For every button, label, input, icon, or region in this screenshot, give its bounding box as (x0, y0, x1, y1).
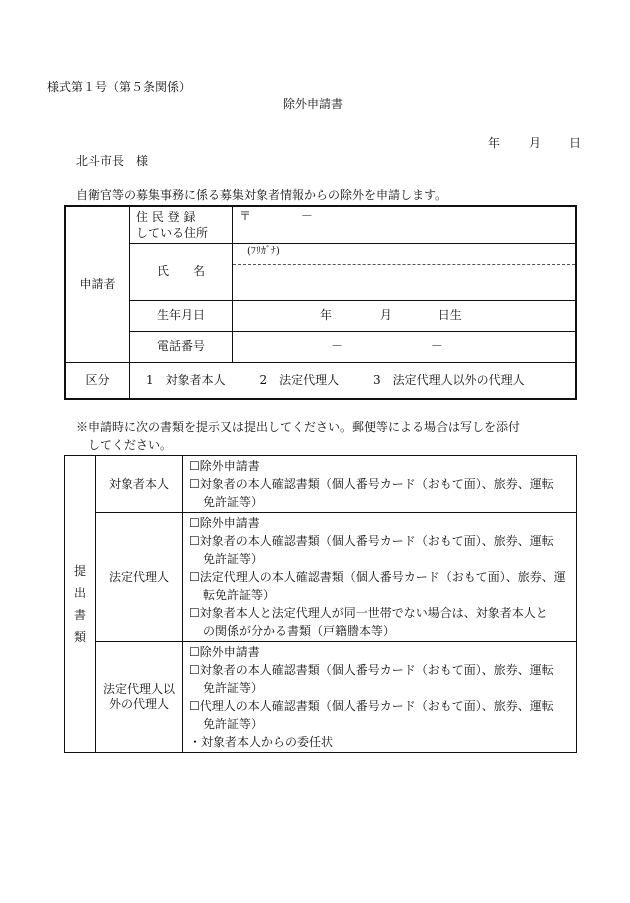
phone-dash-2: － (430, 339, 443, 353)
documents-heading (65, 456, 96, 753)
group-items-other-rep (183, 642, 577, 753)
doc-item: ☐除外申請書 (189, 516, 260, 530)
name-field[interactable] (233, 243, 577, 300)
group-items-legal-rep (183, 513, 577, 642)
furigana-row (233, 244, 575, 265)
doc-item: ☐対象者の本人確認書類（個人番号カード（おもて面）、旅券、運転 (189, 534, 554, 548)
furigana-label: (ﾌﾘｶﾞﾅ) (247, 245, 280, 257)
intro-text: 自衛官等の募集事務に係る募集対象者情報からの除外を申請します。 (76, 188, 448, 202)
applicant-label: 申請者 (65, 206, 130, 362)
name-label: 氏 名 (130, 243, 233, 300)
dob-year-label: 年 (320, 308, 333, 322)
form-number: 様式第１号（第５条関係） (47, 80, 192, 94)
doc-item: ☐対象者の本人確認書類（個人番号カード（おもて面）、旅券、運転 (189, 663, 554, 677)
address-label (130, 206, 233, 243)
address-field[interactable] (233, 206, 577, 243)
doc-item: ☐除外申請書 (189, 645, 260, 659)
documents-table (64, 455, 577, 753)
category-option-legal-rep[interactable]: 2 法定代理人 (259, 372, 340, 387)
doc-item-continuation: 免許証等） (203, 717, 264, 731)
notice-line-2: してください。 (88, 438, 173, 452)
doc-item-continuation: 免許証等） (203, 495, 264, 509)
date-year-label: 年 (488, 136, 501, 150)
documents-heading-char: 類 (73, 630, 86, 644)
group-label-self: 対象者本人 (96, 456, 183, 513)
doc-item-continuation: の関係が分かる書類（戸籍謄本等） (203, 624, 396, 638)
category-options (130, 362, 577, 399)
group-label-other-rep (96, 642, 183, 753)
category-option-other-rep[interactable]: 3 法定代理人以外の代理人 (372, 372, 525, 387)
category-option-self[interactable]: 1 対象者本人 (146, 372, 226, 387)
doc-item: ☐法定代理人の本人確認書類（個人番号カード（おもて面）、旅券、運 (189, 570, 566, 584)
group-label-legal-rep: 法定代理人 (96, 513, 183, 642)
category-label: 区分 (65, 362, 130, 399)
documents-heading-char: 出 (73, 586, 86, 600)
address-label-line2: している住所 (136, 225, 209, 240)
doc-item-continuation: 転免許証等） (203, 588, 276, 602)
postal-mark: 〒 (239, 209, 252, 223)
date-day-label: 日 (569, 136, 582, 150)
doc-item: ☐対象者本人と法定代理人が同一世帯でない場合は、対象者本人と (189, 606, 548, 620)
documents-heading-char: 書 (73, 608, 86, 622)
phone-dash-1: － (331, 339, 344, 353)
doc-item: ☐除外申請書 (189, 459, 260, 473)
group-items-self (183, 456, 577, 513)
doc-item: ☐対象者の本人確認書類（個人番号カード（おもて面）、旅券、運転 (189, 477, 554, 491)
application-table (64, 205, 577, 400)
doc-item-continuation: 免許証等） (203, 552, 264, 566)
address-label-line1: 住 民 登 録 (136, 209, 196, 224)
notice-line-1: ※申請時に次の書類を提示又は提出してください。郵便等による場合は写しを添付 (76, 420, 521, 434)
dob-day-label: 日生 (437, 308, 462, 322)
group-label-other-rep-line2: 外の代理人 (108, 697, 169, 711)
date-month-label: 月 (529, 136, 542, 150)
phone-field[interactable] (233, 331, 577, 362)
doc-item: ・対象者本人からの委任状 (189, 735, 334, 749)
document-title: 除外申請書 (283, 97, 344, 111)
doc-item: ☐代理人の本人確認書類（個人番号カード（おもて面）、旅券、運転 (189, 699, 554, 713)
postal-dash: － (300, 209, 313, 223)
dob-label: 生年月日 (130, 300, 233, 331)
dob-month-label: 月 (379, 308, 392, 322)
phone-label: 電話番号 (130, 331, 233, 362)
group-label-other-rep-line1: 法定代理人以 (102, 682, 175, 696)
addressee: 北斗市長 様 (76, 154, 149, 168)
documents-heading-char: 提 (73, 564, 86, 578)
doc-item-continuation: 免許証等） (203, 681, 264, 695)
dob-field[interactable] (233, 300, 577, 331)
